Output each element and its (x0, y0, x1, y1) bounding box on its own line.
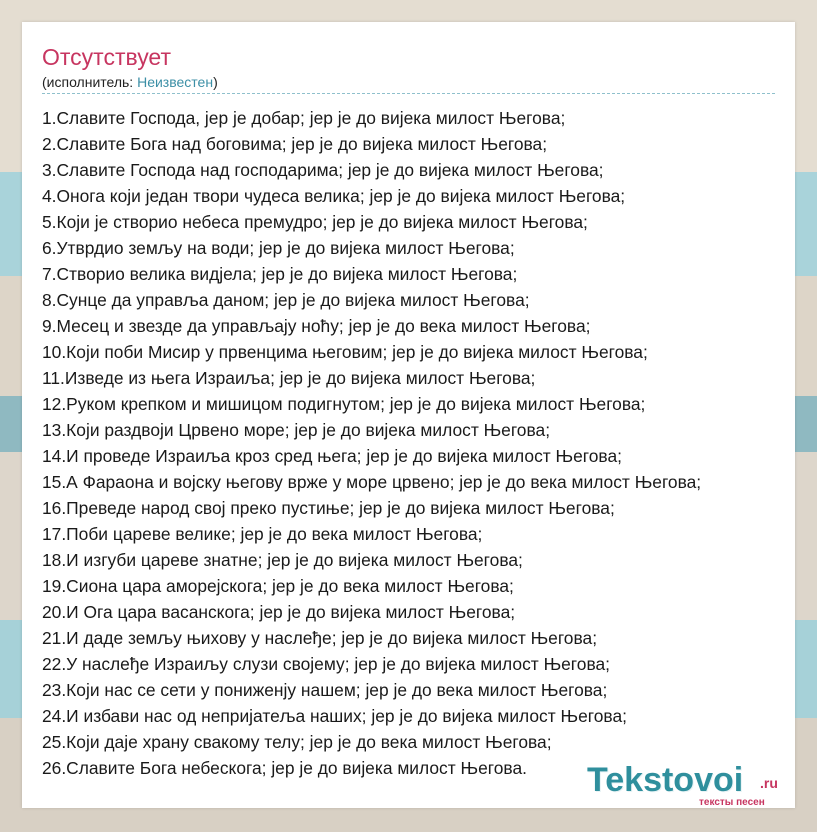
lyric-line: 24.И избави нас од непријатеља наших; јер је до вијека милост Његова; (42, 706, 627, 726)
lyric-line: 16.Преведе народ свој преко пустиње; јер је до вијека милост Његова; (42, 498, 615, 518)
lyric-line: 20.И Ога цара васанскога; јер је до вијека милост Његова; (42, 602, 516, 622)
lyric-line: 3.Славите Господа над господарима; јер је до вијека милост Његова; (42, 160, 604, 180)
header-divider (42, 93, 775, 94)
lyric-line: 13.Који раздвоји Црвено море; јер је до вијека милост Његова; (42, 420, 551, 440)
lyrics-card (22, 22, 795, 808)
artist-link[interactable]: Неизвестен (137, 74, 214, 90)
lyric-line: 11.Изведе из њега Израиља; јер је до вијека милост Његова; (42, 368, 536, 388)
lyric-line: 7.Створио велика видјела; јер је до вијека милост Његова; (42, 264, 518, 284)
artist-prefix: (исполнитель: (42, 74, 138, 90)
artist-suffix: ) (213, 74, 218, 90)
lyric-line: 12.Руком крепком и мишицом подигнутом; јер је до вијека милост Његова; (42, 394, 646, 414)
lyric-line: 4.Онога који један твори чудеса велика; јер је до вијека милост Његова; (42, 186, 626, 206)
lyric-line: 25.Који даје храну свакому телу; јер је до века милост Његова; (42, 732, 552, 752)
lyric-line: 1.Славите Господа, јер је добар; јер је до вијека милост Његова; (42, 108, 566, 128)
site-logo[interactable] (587, 760, 795, 808)
lyric-line: 8.Сунце да управља даном; јер је до вијека милост Његова; (42, 290, 530, 310)
lyric-line: 26.Славите Бога небескога; јер је до вијека милост Његова. (42, 758, 527, 778)
song-title: Отсутствует (42, 44, 171, 70)
lyric-line: 5.Који је створио небеса премудро; јер је до вијека милост Његова; (42, 212, 588, 232)
lyric-line: 2.Славите Бога над боговима; јер је до вијека милост Његова; (42, 134, 548, 154)
lyric-line: 15.А Фараона и војску његову врже у море црвено; јер је до века милост Његова; (42, 472, 702, 492)
lyric-line: 9.Месец и звезде да управљају ноћу; јер је до века милост Његова; (42, 316, 591, 336)
logo-wordmark: Tekstovoi (587, 761, 744, 799)
lyrics-list (42, 105, 701, 781)
logo-domain: .ru (760, 775, 778, 791)
lyric-line: 19.Сиона цара аморејскога; јер је до века милост Његова; (42, 576, 514, 596)
lyric-line: 23.Који нас се сети у пониженју нашем; јер је до века милост Његова; (42, 680, 608, 700)
logo-tagline: тексты песен (699, 797, 765, 808)
lyric-line: 21.И даде земљу њихову у наслеђе; јер је до вијека милост Његова; (42, 628, 598, 648)
lyric-line: 18.И изгуби цареве знатне; јер је до вијека милост Његова; (42, 550, 523, 570)
lyric-line: 17.Поби цареве велике; јер је до века милост Његова; (42, 524, 483, 544)
lyric-line: 10.Који поби Мисир у првенцима његовим; јер је до вијека милост Његова; (42, 342, 648, 362)
lyric-line: 22.У наслеђе Израиљу слузи своjему; јер је до вијека милост Његова; (42, 654, 610, 674)
lyric-line: 6.Утврдио земљу на води; јер је до вијека милост Његова; (42, 238, 515, 258)
lyric-line: 14.И проведе Израиља кроз сред њега; јер је до вијека милост Његова; (42, 446, 622, 466)
artist-line (42, 73, 218, 91)
